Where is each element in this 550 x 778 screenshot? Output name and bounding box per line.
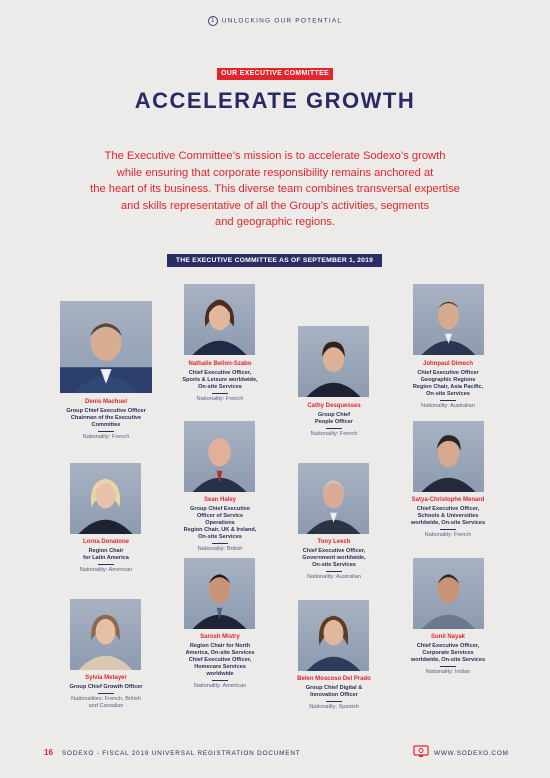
member-role: Committee (91, 422, 121, 428)
member-name: Sean Haley (203, 497, 237, 503)
member-card (40, 675, 172, 710)
monitor-icon (413, 745, 429, 758)
member-photo (184, 284, 255, 355)
member-name: Sunil Nayak (430, 634, 465, 640)
member-role: Innovation Officer (310, 692, 358, 698)
section-number: 1 (208, 16, 218, 26)
member-nationality: Nationality: Australian (421, 403, 475, 409)
intro-line: while ensuring that corporate responsibility remains anchored at (116, 166, 434, 179)
member-photo (413, 284, 484, 355)
intro-paragraph (70, 148, 480, 231)
member-photo (70, 463, 141, 534)
member-nationality: Nationality: Australian (307, 574, 361, 580)
divider (440, 400, 456, 401)
member-photo (184, 558, 255, 629)
member-card (382, 634, 514, 676)
member-card (268, 676, 400, 711)
committee-date-bar: THE EXECUTIVE COMMITTEE AS OF SEPTEMBER 1, 2019 (167, 254, 382, 267)
member-role: Homecare Services (194, 664, 246, 670)
member-name: Satya-Christophe Menard (411, 497, 485, 503)
member-role: Region Chair for North (189, 643, 251, 649)
divider (326, 571, 342, 572)
member-name: Tony Leech (317, 539, 351, 545)
member-role: On-site Services (198, 534, 242, 540)
member-nationality: Nationality: American (79, 567, 133, 573)
member-name: Johnpaul Dimech (422, 361, 473, 367)
member-photo (298, 326, 369, 397)
member-card (154, 497, 286, 553)
member-card (40, 399, 172, 441)
member-card (154, 361, 286, 403)
member-role: worldwide (206, 671, 234, 677)
intro-line: the heart of its business. This diverse team combines transversal expertise (90, 183, 460, 195)
member-photo (413, 558, 484, 629)
member-role: worldwide, On-site Services (410, 520, 486, 526)
divider (326, 701, 342, 702)
member-role: Region Chair, UK & Ireland, (183, 527, 257, 533)
member-role: Sports & Leisure worldwide, (182, 377, 258, 383)
document-title: SODEXO - FISCAL 2019 UNIVERSAL REGISTRATION DOCUMENT (62, 750, 301, 757)
member-role: Chief Executive Officer, (416, 643, 480, 649)
member-nationality: Nationality: French (424, 532, 472, 538)
member-name: Cathy Desquesses (307, 403, 361, 409)
member-photo (298, 600, 369, 671)
member-name: Lorna Donatone (83, 539, 129, 545)
member-nationality: Nationalities: French, British (71, 696, 141, 702)
member-card (154, 634, 286, 690)
member-nationality: Nationality: French (310, 431, 358, 437)
page-number: 16 (44, 748, 53, 757)
member-nationality: Nationality: British (197, 546, 243, 552)
member-card (382, 361, 514, 410)
divider (212, 393, 228, 394)
section-title: UNLOCKING OUR POTENTIAL (221, 17, 343, 25)
intro-line: and geographic regions. (214, 216, 336, 228)
member-role: Region Chair (88, 548, 124, 554)
member-photo (413, 421, 484, 492)
divider (440, 529, 456, 530)
member-role: Schools & Universities (417, 513, 479, 519)
member-name: Nathalie Bellon-Szabo (188, 361, 252, 367)
member-card (268, 403, 400, 438)
member-name: Denis Machuel (84, 399, 127, 405)
member-role: Chief Executive Officer, (188, 370, 252, 376)
member-role: worldwide, On-site Services (410, 657, 486, 663)
member-role: Geographic Regions (420, 377, 476, 383)
member-name: Sarosh Mistry (200, 634, 240, 640)
member-role: On-site Services (198, 384, 242, 390)
member-nationality: and Canadian (88, 703, 124, 709)
divider (98, 693, 114, 694)
member-name: Belen Moscoso Del Prado (297, 676, 371, 682)
divider (440, 666, 456, 667)
member-nationality: Nationality: French (82, 434, 130, 440)
member-nationality: Nationality: American (193, 683, 247, 689)
intro-line: The Executive Committee’s mission is to accelerate Sodexo’s growth (104, 150, 446, 162)
member-nationality: Nationality: Indian (425, 669, 471, 675)
member-photo (298, 463, 369, 534)
member-role: Chief Executive Officer (417, 370, 479, 376)
divider (326, 428, 342, 429)
member-role: Chief Executive Officer, (416, 506, 480, 512)
member-role: On-site Services (426, 391, 470, 397)
member-card (40, 539, 172, 574)
member-photo (60, 301, 152, 393)
divider (212, 680, 228, 681)
divider (212, 543, 228, 544)
running-header (0, 16, 550, 26)
member-card (382, 497, 514, 539)
member-role: Group Chief Executive Officer (66, 408, 146, 414)
divider (98, 431, 114, 432)
member-role: for Latin America (83, 555, 129, 561)
member-role: Region Chair, Asia Pacific, (412, 384, 484, 390)
member-role: Group Chief Executive (190, 506, 250, 512)
member-role: Group Chief (317, 412, 351, 418)
member-photo (70, 599, 141, 670)
member-role: On-site Services (312, 562, 356, 568)
member-role: Group Chief Growth Officer (69, 684, 143, 690)
member-role: Government worldwide, (302, 555, 366, 561)
member-card (268, 539, 400, 581)
member-name: Sylvia Metayer (85, 675, 127, 681)
page-title: ACCELERATE GROWTH (134, 88, 416, 113)
member-role: Group Chief Digital & (305, 685, 363, 691)
member-role: Operations (205, 520, 235, 526)
member-role: Chairman of the Executive (70, 415, 142, 421)
member-role: Corporate Services (422, 650, 474, 656)
member-role: Chief Executive Officer, (188, 657, 252, 663)
divider (98, 564, 114, 565)
member-role: Officer of Service (196, 513, 244, 519)
member-role: People Officer (315, 419, 353, 425)
section-badge: OUR EXECUTIVE COMMITTEE (217, 68, 333, 80)
member-role: America, On-site Services (185, 650, 255, 656)
website-link[interactable]: WWW.SODEXO.COM (434, 750, 509, 757)
member-photo (184, 421, 255, 492)
intro-line: and skills representative of all the Group’s activities, segments (120, 199, 430, 212)
member-role: Chief Executive Officer, (302, 548, 366, 554)
member-nationality: Nationality: French (196, 396, 244, 402)
member-nationality: Nationality: Spanish (309, 704, 359, 710)
